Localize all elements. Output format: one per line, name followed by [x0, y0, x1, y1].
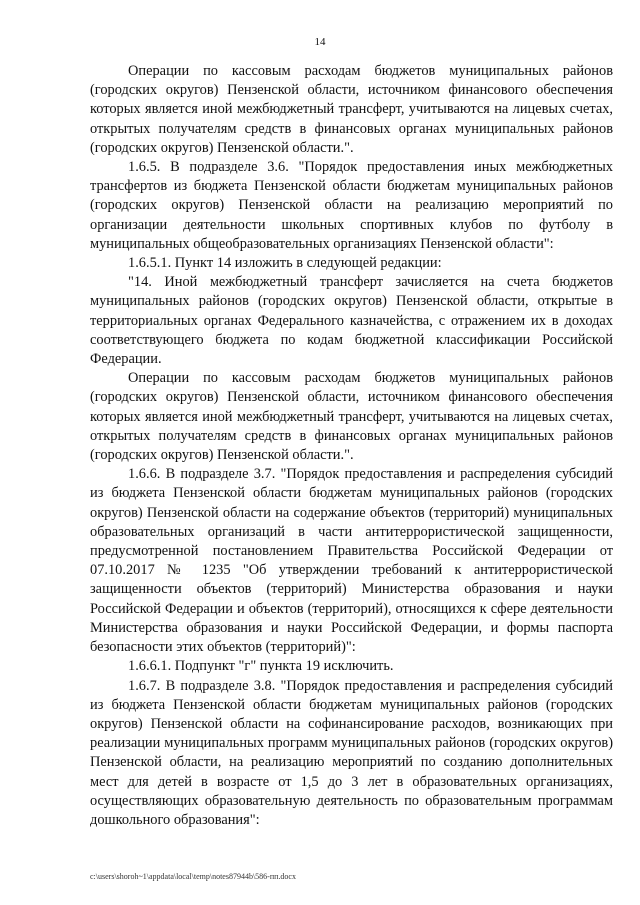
- paragraph: 1.6.6. В подразделе 3.7. "Порядок предоставления и распределения субсидий из бюджета Пензенской области бюджетам муниципальных районов (городских округов) Пензенской области на содержание объектов (территорий) муниципальных образовательных организаций в части антитеррористической защищенности, предусмотренной постановлением Правительства Российской Федерации от 07.10.2017 № 1235 "Об утверждении требований к антитеррористической защищенности объектов (территорий) Министерства образования и науки Российской Федерации и объектов (территорий), относящихся к сфере деятельности Министерства образования и науки Российской Федерации, и формы паспорта безопасности этих объектов (территорий)":: [90, 466, 613, 656]
- paragraph: 1.6.7. В подразделе 3.8. "Порядок предоставления и распределения субсидий из бюджета Пензенской области бюджетам муниципальных районов (городских округов) Пензенской области на софинансирование расходов, возникающих при реализации муниципальных программ муниципальных районов (городских округов) Пензенской области, на реализацию мероприятий по созданию дополнительных мест для детей в возрасте от 1,5 до 3 лет в образовательных организациях, осуществляющих образовательную деятельность по образовательным программам дошкольного образования":: [90, 677, 613, 828]
- paragraph: 1.6.6.1. Подпункт "г" пункта 19 исключить.: [128, 658, 394, 675]
- paragraph: Операции по кассовым расходам бюджетов муниципальных районов (городских округов) Пензенской области, источником финансового обеспечения которых является иной межбюджетный трансферт, учитываются на лицевых счетах, открытых получателям средств в финансовых органах муниципальных районов (городских округов) Пензенской области.".: [90, 63, 613, 156]
- paragraph: 1.6.5. В подразделе 3.6. "Порядок предоставления иных межбюджетных трансфертов из бюджета Пензенской области бюджетам муниципальных районов (городских округов) Пензенской области на реализацию мероприятий по организации деятельности школьных спортивных клубов по футболу в муниципальных общеобразовательных организациях Пензенской области":: [90, 159, 613, 252]
- document-body: [90, 62, 613, 830]
- paragraph: Операции по кассовым расходам бюджетов муниципальных районов (городских округов) Пензенской области, источником финансового обеспечения которых является иной межбюджетный трансферт, учитываются на лицевых счетах, открытых получателям средств в финансовых органах муниципальных районов (городских округов) Пензенской области.".: [90, 370, 613, 464]
- footer-file-path: c:\users\shoroh~1\appdata\local\temp\notes87944b\586-пп.docx: [90, 872, 296, 881]
- paragraph: "14. Иной межбюджетный трансферт зачисляется на счета бюджетов муниципальных районов (городских округов) Пензенской области, открытые в территориальных органах Федерального казначейства, с отражением их в доходах соответствующего бюджета по кодам бюджетной классификации Российской Федерации.: [90, 274, 613, 368]
- paragraph: 1.6.5.1. Пункт 14 изложить в следующей редакции:: [128, 255, 442, 272]
- page-number: 14: [314, 36, 326, 48]
